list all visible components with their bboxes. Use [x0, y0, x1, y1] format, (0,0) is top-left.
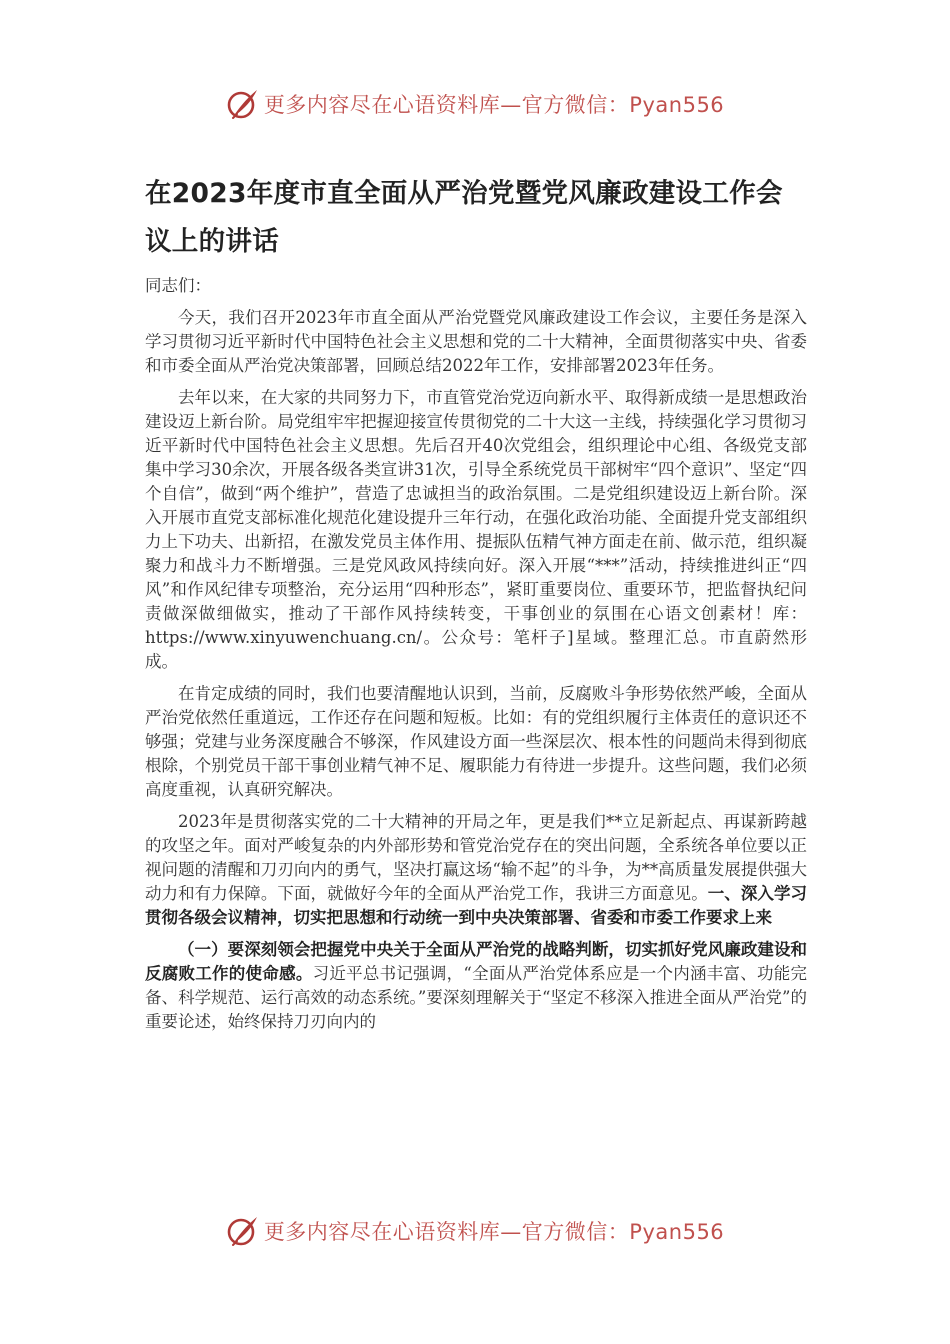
watermark-text: 更多内容尽在心语资料库—官方微信：Pyan556 [263, 1220, 725, 1244]
section-one-heading: 一、深入学习贯彻各级会议精神，切实把思想和行动统一到中央决策部署、省委和市委工作要求上来 [145, 884, 808, 927]
paragraph-problems: 在肯定成绩的同时，我们也要清醒地认识到，当前，反腐败斗争形势依然严峻，全面从严治党依然任重道远，工作还存在问题和短板。比如：有的党组织履行主体责任的意识还不够强；党建与业务深度融合不够深，作风建设方面一些深层次、根本性的问题尚未得到彻底根除，个别党员干部干事创业精气神不足、履职能力有待进一步提升。这些问题，我们必须高度重视，认真研究解决。 [145, 684, 807, 799]
subsection-one-heading: （一）要深刻领会把握党中央关于全面从严治党的战略判断，切实抓好党风廉政建设和反腐败工作的使命感。 [145, 940, 807, 983]
footer-watermark-banner [0, 1211, 950, 1251]
quill-logo-icon [226, 1214, 260, 1248]
salutation: 同志们： [145, 276, 211, 295]
document-body [145, 170, 807, 1042]
quill-logo-icon [226, 87, 260, 121]
header-watermark-banner [0, 84, 950, 124]
paragraph-subsection-one [145, 938, 807, 1034]
document-title: 在2023年度市直全面从严治党暨党风廉政建设工作会议上的讲话 [145, 178, 783, 257]
paragraph-opening: 今天，我们召开2023年市直全面从严治党暨党风廉政建设工作会议，主要任务是深入学习贯彻习近平新时代中国特色社会主义思想和党的二十大精神，全面贯彻落实中央、省委和市委全面从严治党决策部署，回顾总结2022年工作，安排部署2023年任务。 [145, 308, 807, 375]
watermark-text: 更多内容尽在心语资料库—官方微信：Pyan556 [263, 93, 725, 117]
outlook-text: 2023年是贯彻落实党的二十大精神的开局之年，更是我们**立足新起点、再谋新跨越的攻坚之年。面对严峻复杂的内外部形势和管党治党存在的突出问题，全系统各单位要以正视问题的清醒和刀刃向内的勇气，坚决打赢这场“输不起”的斗争，为**高质量发展提供强大动力和有力保障。下面，就做好今年的全面从严治党工作，我讲三方面意见。 [145, 812, 807, 903]
paragraph-2023-outlook [145, 810, 807, 930]
subsection-one-text: 习近平总书记强调，“全面从严治党体系应是一个内涵丰富、功能完备、科学规范、运行高效的动态系统。”要深刻理解关于“坚定不移深入推进全面从严治党”的重要论述，始终保持刀刃向内的 [145, 964, 808, 1031]
paragraph-achievements: 去年以来，在大家的共同努力下，市直管党治党迈向新水平、取得新成绩一是思想政治建设迈上新台阶。局党组牢牢把握迎接宣传贯彻党的二十大这一主线，持续强化学习贯彻习近平新时代中国特色社会主义思想。先后召开40次党组会，组织理论中心组、各级党支部集中学习30余次，开展各级各类宣讲31次，引导全系统党员干部树牢“四个意识”、坚定“四个自信”，做到“两个维护”，营造了忠诚担当的政治氛围。二是党组织建设迈上新台阶。深入开展市直党支部标准化规范化建设提升三年行动，在强化政治功能、全面提升党支部组织力上下功夫、出新招，在激发党员主体作用、提振队伍精气神方面走在前、做示范，组织凝聚力和战斗力不断增强。三是党风政风持续向好。深入开展“***”活动，持续推进纠正“四风”和作风纪律专项整治，充分运用“四种形态”，紧盯重要岗位、重要环节，把监督执纪问责做深做细做实，推动了干部作风持续转变，干事创业的氛围在心语文创素材！库：https://www.xinyuwenchuang.cn/。公众号：笔杆子]星域。整理汇总。市直蔚然形成。 [145, 388, 807, 671]
